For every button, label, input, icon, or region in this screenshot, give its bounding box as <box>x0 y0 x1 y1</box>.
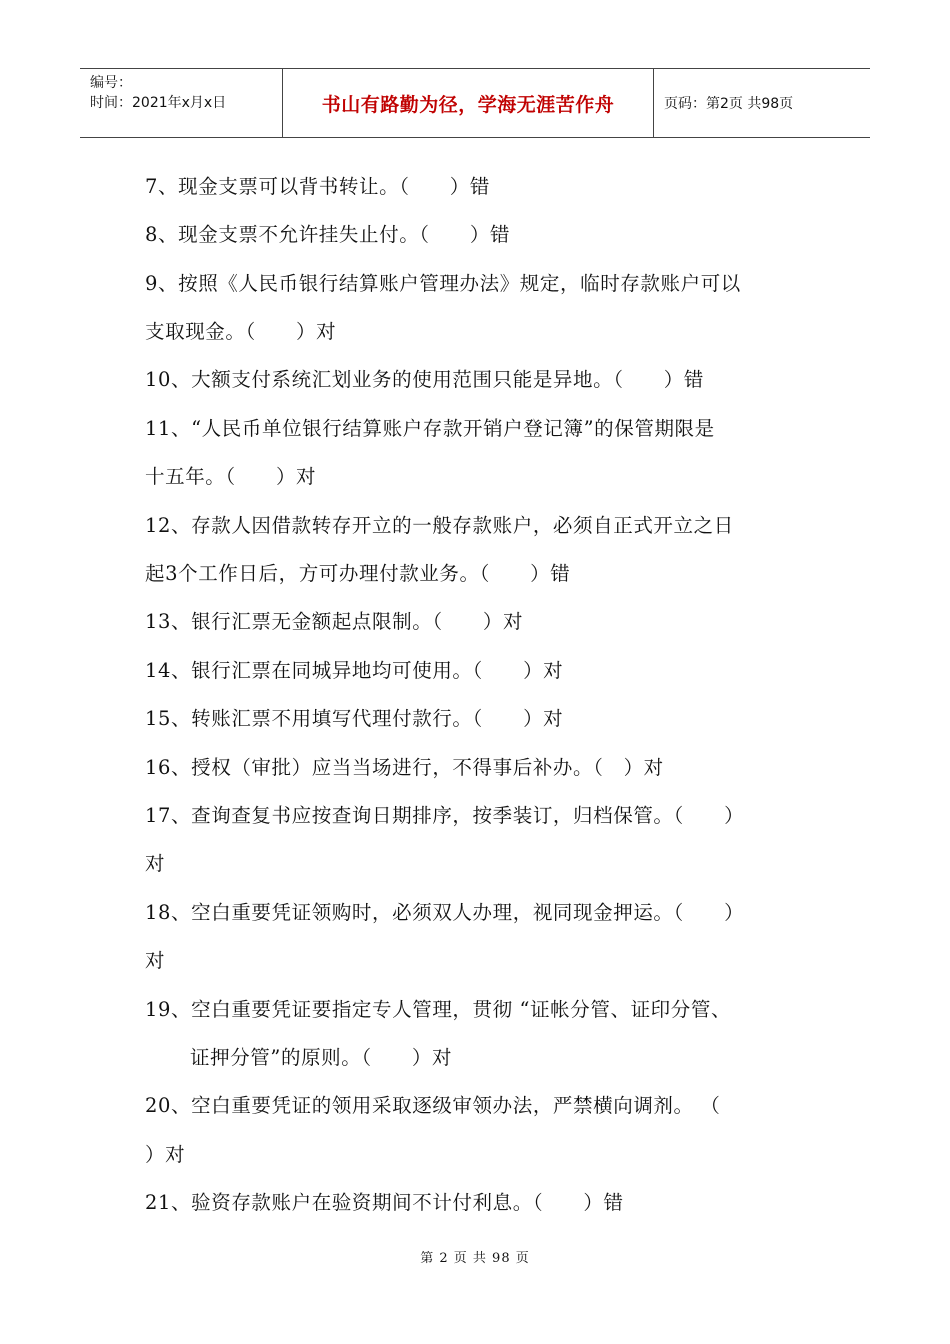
question-line: 18、空白重要凭证领购时，必须双人办理，视同现金押运。（ ） <box>145 901 745 924</box>
motto: 书山有路勤为径，学海无涯苦作舟 <box>321 93 615 116</box>
question-line: 17、查询查复书应按查询日期排序，按季装订，归档保管。（ ） <box>145 804 745 827</box>
page-footer: 第 2 页 共 98 页 <box>420 1251 530 1266</box>
question-line: 11、“人民币单位银行结算账户存款开销户登记簿”的保管期限是 <box>145 417 715 440</box>
question-line: 证押分管”的原则。（ ）对 <box>190 1046 453 1069</box>
page-info: 页码：第2页 共98页 <box>664 96 794 112</box>
question-line: 13、银行汇票无金额起点限制。（ ）对 <box>145 610 524 633</box>
question-line: 12、存款人因借款转存开立的一般存款账户，必须自正式开立之日 <box>145 514 734 537</box>
question-line: 十五年。（ ）对 <box>145 465 317 488</box>
question-line: 14、银行汇票在同城异地均可使用。（ ）对 <box>145 659 564 682</box>
question-line: 对 <box>145 949 166 972</box>
question-line: 7、现金支票可以背书转让。（ ）错 <box>145 175 490 198</box>
question-line: 10、大额支付系统汇划业务的使用范围只能是异地。（ ）错 <box>145 368 704 391</box>
question-line: 支取现金。（ ）对 <box>145 320 337 343</box>
question-line: 16、授权（审批）应当当场进行，不得事后补办。（ ）对 <box>145 756 664 779</box>
document-time-label: 时间：2021年x月x日 <box>90 95 227 111</box>
document-code-label: 编号： <box>90 75 132 91</box>
question-line: 起3个工作日后，方可办理付款业务。（ ）错 <box>145 562 571 585</box>
question-line: 8、现金支票不允许挂失止付。（ ）错 <box>145 223 511 246</box>
question-line: 21、验资存款账户在验资期间不计付利息。（ ）错 <box>145 1191 624 1214</box>
question-line: ）对 <box>145 1143 186 1166</box>
question-line: 20、空白重要凭证的领用采取逐级审领办法，严禁横向调剂。 （ <box>145 1094 721 1117</box>
question-line: 9、按照《人民币银行结算账户管理办法》规定，临时存款账户可以 <box>145 272 741 295</box>
question-line: 对 <box>145 852 166 875</box>
question-line: 15、转账汇票不用填写代理付款行。（ ）对 <box>145 707 564 730</box>
question-line: 19、空白重要凭证要指定专人管理，贯彻 “证帐分管、证印分管、 <box>145 998 732 1021</box>
